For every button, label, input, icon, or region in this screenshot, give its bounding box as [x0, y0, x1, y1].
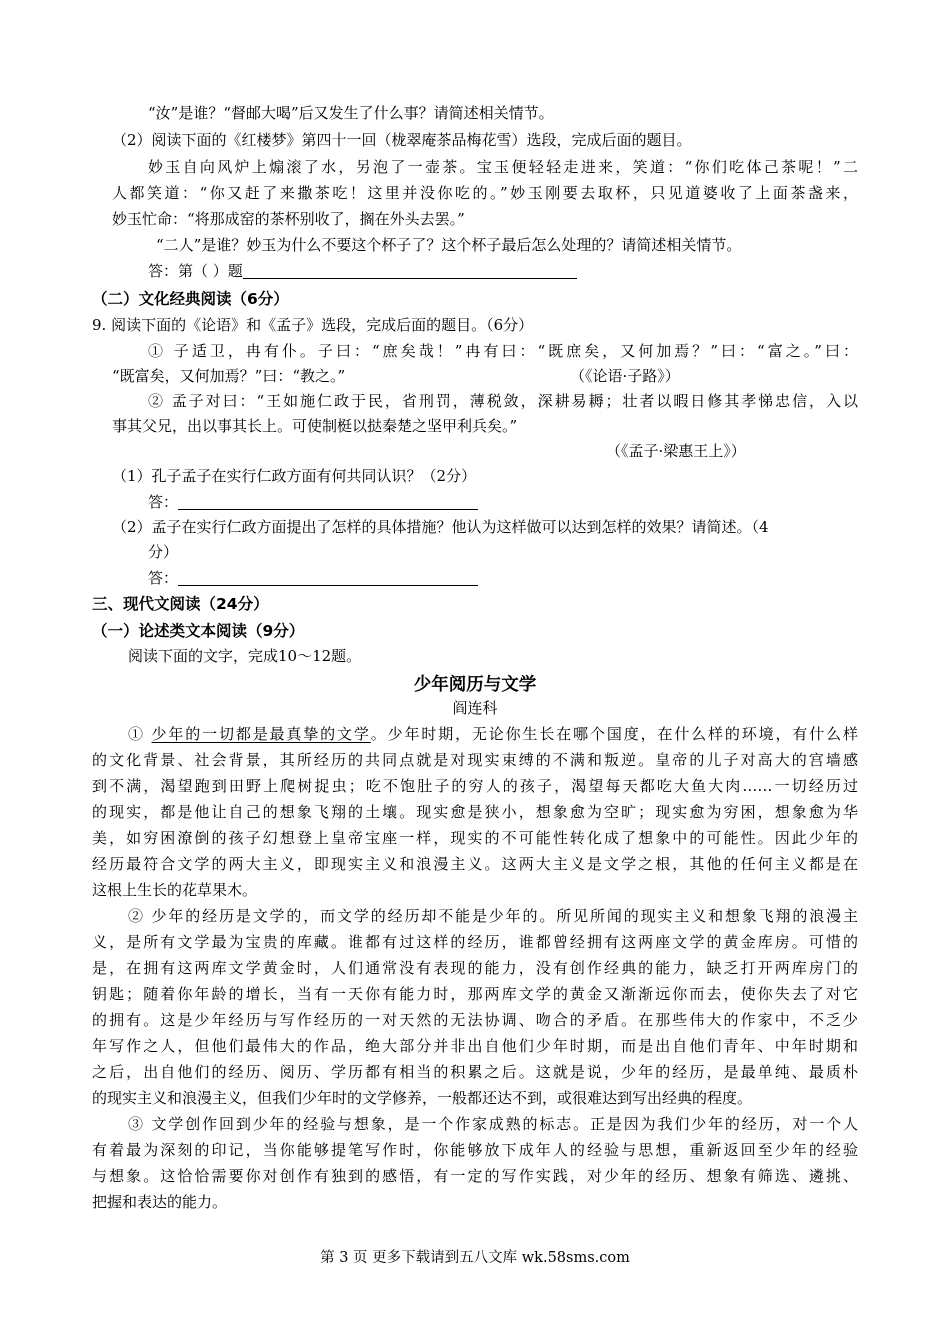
article-title: 少年阅历与文学: [413, 675, 537, 695]
paragraph-line: 之后，出自他们的经历、阅历、学历都有相当的积累之后。这就是说，少年的经历，是最单纯、最质朴: [92, 1063, 858, 1081]
q8-sub2-intro: （2）阅读下面的《红楼梦》第四十一回（栊翠庵茶品梅花雪）选段，完成后面的题目。: [112, 131, 692, 149]
q9-answer2-line: [148, 566, 478, 590]
q8-question: “二人”是谁？妙玉为什么不要这个杯子了？这个杯子最后怎么处理的？请简述相关情节。: [156, 236, 742, 254]
page-footer: 第 3 页 更多下载请到五八文库 wk.58sms.com: [320, 1250, 630, 1266]
answer-blank[interactable]: [178, 493, 478, 510]
paragraph-line: [128, 722, 858, 746]
paragraph-line: 经历最符合文学的两大主义，即现实主义和浪漫主义。这两大主义是文学之根，其他的任何主义都是在: [92, 855, 858, 873]
paragraph-line: 的文化背景、社会背景，其所经历的共同点就是对现实束缚的不满和叛逆。皇帝的儿子对高大的宫墙感: [92, 751, 858, 769]
q9-sub2-cont: 分）: [148, 543, 179, 561]
paragraph-line: 钥匙；随着你年龄的增长，当有一天你有能力时，那两库文学的黄金又渐渐远你而去，使你失去了对它: [92, 985, 858, 1003]
lunyu-line: “既富矣，又何加焉？”曰：“教之。”: [112, 367, 346, 385]
q9-intro: 9. 阅读下面的《论语》和《孟子》选段，完成后面的题目。（6分）: [92, 316, 534, 334]
q8-line: “汝”是谁？“督邮大喝”后又发生了什么事？请简述相关情节。: [148, 104, 554, 122]
paragraph-line: 有着最为深刻的印记，当你能够提笔写作时，你能够放下成年人的经验与思想，重新返回至少年的经验: [92, 1141, 858, 1159]
paragraph-line: 到不满，渴望跑到田野上爬树捉虫；吃不饱肚子的穷人的孩子，渴望每天都吃大鱼大肉……一切经历过: [92, 777, 858, 795]
q9-answer1-line: [148, 490, 478, 514]
answer-label: 答：: [148, 569, 179, 587]
reading-instruction: 阅读下面的文字，完成10～12题。: [128, 647, 362, 665]
mengzi-line: ② 孟子对曰：“王如施仁政于民，省刑罚，薄税敛，深耕易耨；壮者以暇日修其孝悌忠信，入以: [148, 392, 858, 410]
lunyu-source: （《论语·子路》）: [570, 367, 680, 385]
paragraph-line: 的现实主义和浪漫主义，但我们少年时的文学修养，一般都还达不到，或很难达到写出经典的程度。: [92, 1089, 753, 1107]
subsection-heading: （一）论述类文本阅读（9分）: [92, 622, 305, 640]
answer-label: 答：第（ ）题: [148, 262, 243, 280]
paragraph-line: 是，在拥有这两库文学黄金时，人们通常没有表现的能力，没有创作经典的能力，缺乏打开两库房门的: [92, 959, 858, 977]
article-author: 阎连科: [452, 699, 498, 717]
paragraph-line: 的现实，都是他让自己的想象飞翔的土壤。现实愈是狭小，想象愈为空旷；现实愈为穷困，想象愈为华: [92, 803, 858, 821]
paragraph-text: 。少年时期，无论你生长在哪个国度，在什么样的环境，有什么样: [370, 725, 858, 743]
q9-sub2: （2）孟子在实行仁政方面提出了怎样的具体措施？他认为这样做可以达到怎样的效果？请简述。（4: [112, 518, 769, 536]
section-heading: （二）文化经典阅读（6分）: [92, 290, 289, 308]
q9-sub1: （1）孔子孟子在实行仁政方面有何共同认识？（2分）: [112, 467, 477, 485]
answer-blank[interactable]: [243, 262, 577, 279]
mengzi-line: 事其父兄，出以事其长上。可使制梃以挞秦楚之坚甲利兵矣。”: [112, 417, 518, 435]
section-heading: 三、现代文阅读（24分）: [92, 595, 269, 613]
paragraph-line: ② 少年的经历是文学的，而文学的经历却不能是少年的。所见所闻的现实主义和想象飞翔的浪漫主: [128, 907, 858, 925]
paragraph-line: 与想象。这恰恰需要你对创作有独到的感悟，有一定的写作实践，对少年的经历、想象有筛选、遴挑、: [92, 1167, 858, 1185]
paragraph-line: 年写作之人，但他们最伟大的作品，绝大部分并非出自他们少年时期，而是出自他们青年、中年时期和: [92, 1037, 858, 1055]
underlined-sentence: 少年的一切都是最真挚的文学: [151, 725, 371, 743]
paragraph-line: 的拥有。这是少年经历与写作经历的一对天然的无法协调、吻合的矛盾。在那些伟大的作家中，不乏少: [92, 1011, 858, 1029]
paragraph-line: 把握和表达的能力。: [92, 1193, 228, 1211]
paragraph-line: ③ 文学创作回到少年的经验与想象，是一个作家成熟的标志。正是因为我们少年的经历，对一个人: [128, 1115, 858, 1133]
answer-blank[interactable]: [178, 569, 478, 586]
paragraph-line: 美，如穷困潦倒的孩子幻想登上皇帝宝座一样，现实的不可能性转化成了想象中的可能性。因此少年的: [92, 829, 858, 847]
paragraph-number: ①: [128, 725, 152, 743]
paragraph-line: 义，是所有文学最为宝贵的库藏。谁都有过这样的经历，谁都曾经拥有这两座文学的黄金库房。可惜的: [92, 933, 858, 951]
answer-label: 答：: [148, 493, 179, 511]
q8-passage-line: 妙玉忙命：“将那成窑的茶杯别收了，搁在外头去罢。”: [112, 210, 465, 228]
lunyu-line: ① 子适卫，冉有仆。子曰：“庶矣哉！”冉有曰：“既庶矣，又何加焉？”曰：“富之。”曰：: [148, 342, 858, 360]
q8-passage-line: 人都笑道：“你又赶了来撒茶吃！这里并没你吃的。”妙玉刚要去取杯，只见道婆收了上面茶盏来，: [112, 184, 858, 202]
q8-answer-line: [148, 259, 577, 283]
q8-passage-line: 妙玉自向风炉上煽滚了水，另泡了一壶茶。宝玉便轻轻走进来，笑道：“你们吃体己茶呢！”二: [148, 158, 858, 176]
paragraph-line: 这根上生长的花草果木。: [92, 881, 258, 899]
mengzi-source: （《孟子·梁惠王上》）: [606, 442, 746, 460]
